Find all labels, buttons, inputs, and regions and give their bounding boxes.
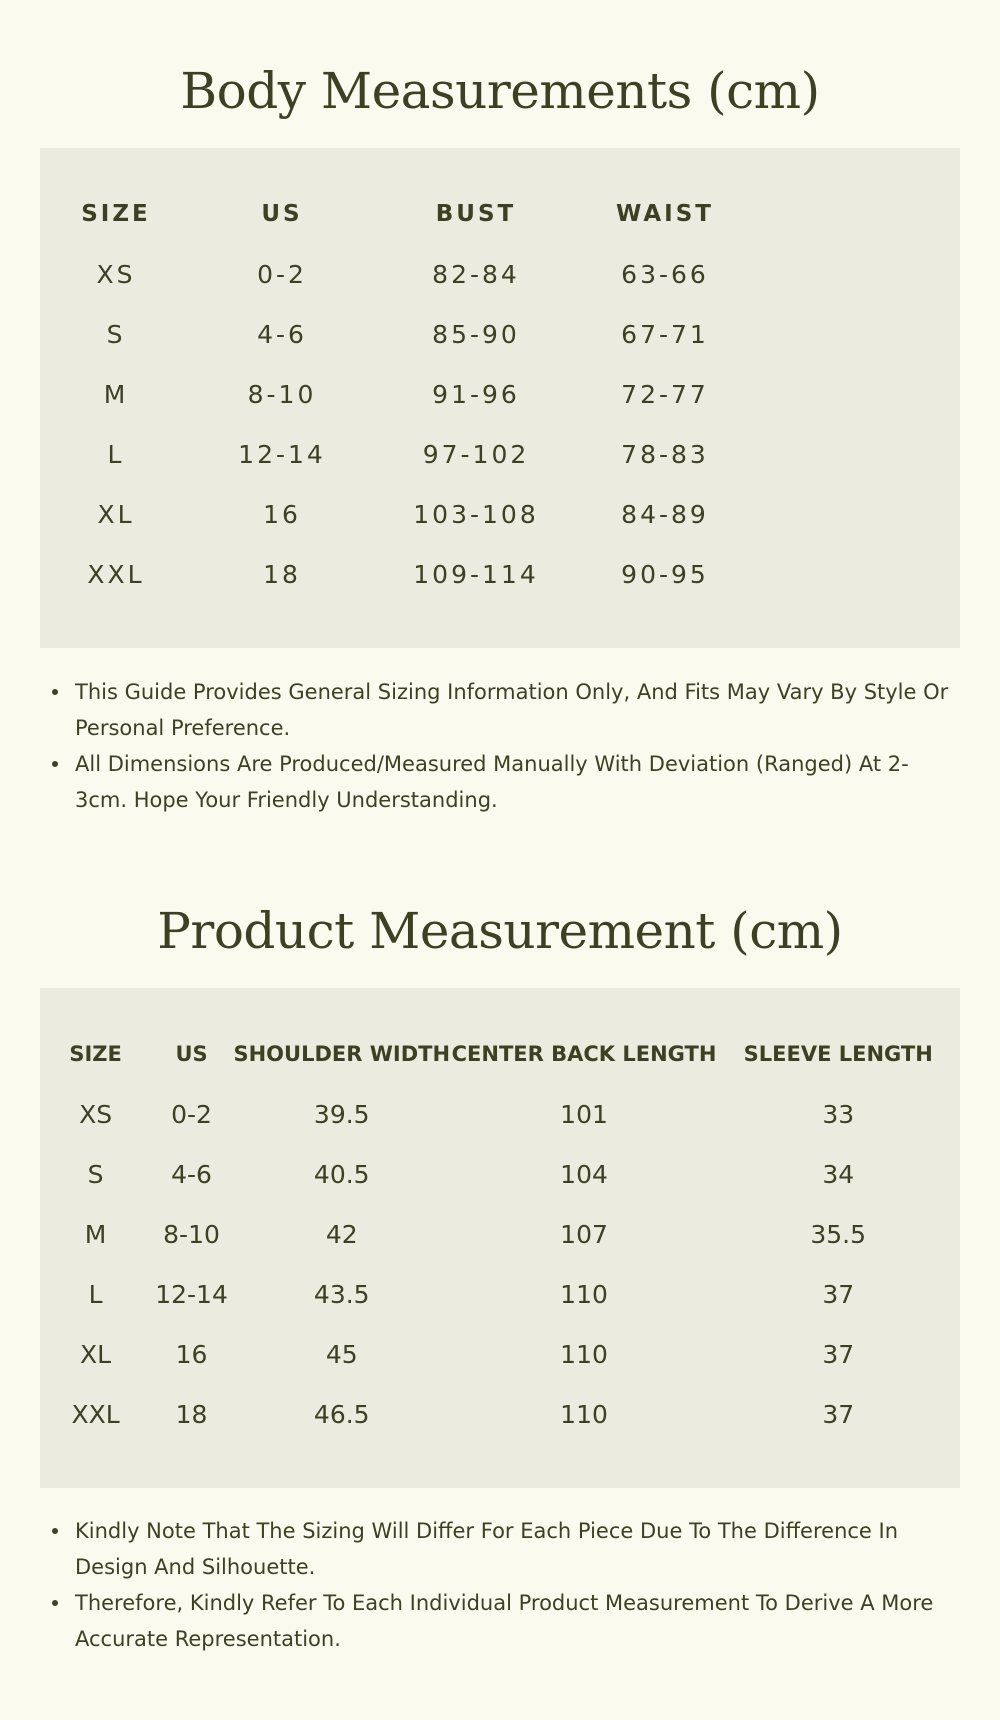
product-measurement-table-panel [40, 988, 960, 1488]
cell-waist: 90-95 [621, 559, 709, 589]
cell-size: M [84, 1219, 107, 1249]
cell-shoulder-width: 45 [325, 1339, 358, 1369]
cell-sleeve-length: 34 [822, 1159, 855, 1189]
cell-sleeve-length: 37 [822, 1279, 855, 1309]
table-row [40, 1324, 960, 1384]
column-header-center-back-length: CENTER BACK LENGTH [451, 1042, 717, 1066]
note-item: This Guide Provides General Sizing Information Only, And Fits May Vary By Style Or Personal Preference. [40, 674, 960, 746]
table-row [40, 1264, 960, 1324]
cell-shoulder-width: 46.5 [313, 1399, 370, 1429]
cell-bust: 82-84 [432, 259, 520, 289]
cell-waist: 72-77 [621, 379, 709, 409]
body-measurements-notes [40, 674, 960, 818]
cell-waist: 63-66 [621, 259, 709, 289]
cell-us: 16 [263, 499, 301, 529]
table-row [40, 1144, 960, 1204]
cell-shoulder-width: 43.5 [313, 1279, 370, 1309]
cell-size: XS [96, 259, 136, 289]
cell-center-back-length: 101 [560, 1099, 608, 1129]
table-row [40, 484, 960, 544]
cell-sleeve-length: 37 [822, 1399, 855, 1429]
cell-us: 0-2 [257, 259, 307, 289]
body-measurements-table-panel [40, 148, 960, 648]
cell-center-back-length: 107 [560, 1219, 608, 1249]
cell-size: XXL [71, 1399, 120, 1429]
cell-waist: 84-89 [621, 499, 709, 529]
cell-bust: 97-102 [422, 439, 530, 469]
cell-shoulder-width: 42 [325, 1219, 358, 1249]
cell-size: XL [97, 499, 135, 529]
table-row [40, 364, 960, 424]
cell-size: XXL [87, 559, 145, 589]
cell-center-back-length: 110 [560, 1339, 608, 1369]
column-header-sleeve-length: SLEEVE LENGTH [743, 1042, 933, 1066]
table-row [40, 424, 960, 484]
table-row [40, 1204, 960, 1264]
cell-us: 0-2 [171, 1099, 212, 1129]
note-item: Therefore, Kindly Refer To Each Individual Product Measurement To Derive A More Accurate Representation. [40, 1585, 960, 1657]
table-row [40, 1384, 960, 1444]
column-header-size: SIZE [81, 201, 151, 227]
cell-sleeve-length: 35.5 [810, 1219, 867, 1249]
cell-us: 16 [175, 1339, 208, 1369]
cell-center-back-length: 110 [560, 1399, 608, 1429]
table-row [40, 544, 960, 604]
cell-bust: 85-90 [432, 319, 520, 349]
cell-us: 18 [175, 1399, 208, 1429]
table-row [40, 1084, 960, 1144]
body-measurements-table [40, 184, 960, 604]
cell-us: 18 [263, 559, 301, 589]
cell-us: 4-6 [171, 1159, 212, 1189]
cell-sleeve-length: 33 [822, 1099, 855, 1129]
note-item: Kindly Note That The Sizing Will Differ For Each Piece Due To The Difference In Design And Silhouette. [40, 1513, 960, 1585]
cell-us: 12-14 [238, 439, 326, 469]
cell-waist: 67-71 [621, 319, 709, 349]
cell-waist: 78-83 [621, 439, 709, 469]
cell-us: 12-14 [155, 1279, 228, 1309]
cell-size: S [87, 1159, 104, 1189]
cell-size: L [107, 439, 125, 469]
cell-size: XL [80, 1339, 112, 1369]
product-measurement-title: Product Measurement (cm) [157, 902, 843, 960]
note-item: All Dimensions Are Produced/Measured Manually With Deviation (Ranged) At 2-3cm. Hope Your Friendly Understanding. [40, 746, 960, 818]
table-row [40, 244, 960, 304]
cell-bust: 109-114 [413, 559, 539, 589]
cell-size: L [88, 1279, 103, 1309]
cell-size: XS [79, 1099, 113, 1129]
cell-bust: 91-96 [432, 379, 520, 409]
cell-us: 8-10 [247, 379, 317, 409]
product-measurement-table [40, 1024, 960, 1444]
column-header-shoulder-width: SHOULDER WIDTH [233, 1042, 451, 1066]
column-header-us: US [261, 201, 303, 227]
cell-bust: 103-108 [413, 499, 539, 529]
cell-size: S [106, 319, 126, 349]
column-header-bust: BUST [435, 201, 517, 227]
cell-us: 8-10 [163, 1219, 220, 1249]
cell-shoulder-width: 40.5 [313, 1159, 370, 1189]
column-header-size: SIZE [69, 1042, 122, 1066]
cell-shoulder-width: 39.5 [313, 1099, 370, 1129]
cell-center-back-length: 110 [560, 1279, 608, 1309]
cell-size: M [103, 379, 129, 409]
column-header-us: US [175, 1042, 208, 1066]
table-row [40, 304, 960, 364]
table-header-row [40, 184, 960, 244]
cell-sleeve-length: 37 [822, 1339, 855, 1369]
table-header-row [40, 1024, 960, 1084]
cell-center-back-length: 104 [560, 1159, 608, 1189]
body-measurements-title: Body Measurements (cm) [180, 62, 820, 120]
product-measurement-notes [40, 1513, 960, 1657]
column-header-waist: WAIST [616, 201, 714, 227]
cell-us: 4-6 [257, 319, 307, 349]
